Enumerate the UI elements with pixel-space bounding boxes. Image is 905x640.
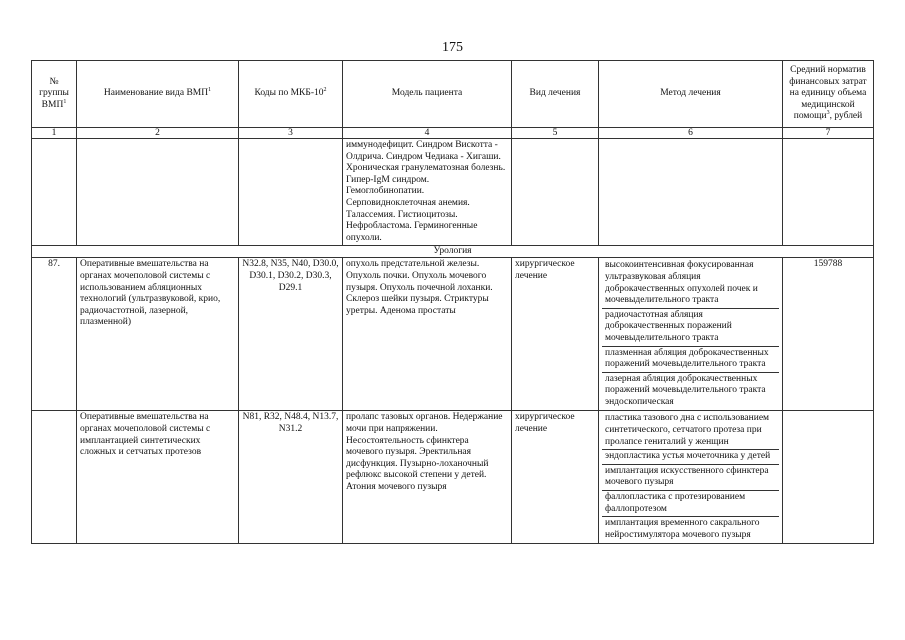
- patient-model-cell: иммунодефицит. Синдром Вискотта - Олдрича. Синдром Чедиака - Хигаши. Хроническая гранулематозная болезнь. Гипер-IgM синдром. Гемоглобинопатии. Серповидноклеточная анемия. Талассемия. Гистиоцитозы. Нефробластома. Герминогенные опухоли.: [343, 139, 512, 246]
- column-number: 4: [343, 128, 512, 139]
- method-item: лазерная абляция доброкачественных поражений мочевыделительного тракта эндоскопическая: [605, 373, 766, 407]
- column-number: 3: [239, 128, 343, 139]
- column-number: 5: [512, 128, 599, 139]
- table-row: [32, 411, 874, 544]
- header-group-number: № группы ВМП$^1$: [32, 61, 77, 128]
- patient-model-cell: опухоль предстательной железы. Опухоль почки. Опухоль мочевого пузыря. Опухоль почечной лоханки. Склероз шейки пузыря. Стриктуры уретры. Аденома простаты: [343, 258, 512, 411]
- patient-model-cell: пролапс тазовых органов. Недержание мочи при напряжении. Несостоятельность сфинктера мочевого пузыря. Эректильная дисфункция. Пузырно-лоханочный рефлюкс высокой степени у детей. Атония мочевого пузыря: [343, 411, 512, 544]
- header-row: [32, 61, 874, 128]
- column-number: 1: [32, 128, 77, 139]
- cost-cell: 159788: [783, 258, 874, 411]
- method-item: имплантация искусственного сфинктера мочевого пузыря: [602, 465, 779, 491]
- continuation-row: [32, 139, 874, 246]
- header-treatment-type: Вид лечения: [512, 61, 599, 128]
- treatment-methods-cell: [599, 411, 783, 544]
- vmp-name-cell: Оперативные вмешательства на органах мочеполовой системы с имплантацией синтетических сложных и сетчатых протезов: [77, 411, 239, 544]
- treatment-type-cell: хирургическое лечение: [512, 411, 599, 544]
- header-treatment-method: Метод лечения: [599, 61, 783, 128]
- treatment-type-cell: хирургическое лечение: [512, 258, 599, 411]
- column-number: 7: [783, 128, 874, 139]
- header-cost-standard: Средний норматив финансовых затрат на единицу объема медицинской помощи$^3$, рублей: [783, 61, 874, 128]
- vmp-table: [31, 60, 874, 544]
- header-patient-model: Модель пациента: [343, 61, 512, 128]
- column-number: 2: [77, 128, 239, 139]
- treatment-methods-cell: [599, 258, 783, 411]
- table-row: [32, 258, 874, 411]
- method-item: фаллопластика с протезированием фаллопротезом: [602, 491, 779, 517]
- method-item: высокоинтенсивная фокусированная ультразвуковая абляция доброкачественных опухолей почек и мочевыделительного тракта: [602, 259, 779, 308]
- method-item: эндопластика устья мочеточника у детей: [602, 450, 779, 465]
- column-number: 6: [599, 128, 783, 139]
- method-item: плазменная абляция доброкачественных поражений мочевыделительного тракта: [602, 347, 779, 373]
- section-row: [32, 246, 874, 258]
- cost-cell: [783, 411, 874, 544]
- icd-codes-cell: N32.8, N35, N40, D30.0, D30.1, D30.2, D30.3, D29.1: [239, 258, 343, 411]
- method-item: имплантация временного сакрального нейростимулятора мочевого пузыря: [605, 518, 760, 540]
- header-vmp-name: Наименование вида ВМП$^1$: [77, 61, 239, 128]
- method-item: пластика тазового дна с использованием синтетического, сетчатого протеза при пролапсе гениталий у женщин: [602, 412, 779, 450]
- header-icd-codes: Коды по МКБ-$10^2$: [239, 61, 343, 128]
- section-title: Урология: [32, 246, 874, 258]
- icd-codes-cell: N81, R32, N48.4, N13.7, N31.2: [239, 411, 343, 544]
- group-number-cell: 87.: [32, 258, 77, 411]
- vmp-name-cell: Оперативные вмешательства на органах мочеполовой системы с использованием абляционных технологий (ультразвуковой, крио, радиочастотной, лазерной, плазменной): [77, 258, 239, 411]
- page-number: 175: [442, 40, 463, 55]
- group-number-cell: [32, 411, 77, 544]
- method-item: радиочастотная абляция доброкачественных поражений мочевыделительного тракта: [602, 309, 779, 347]
- column-number-row: [32, 128, 874, 139]
